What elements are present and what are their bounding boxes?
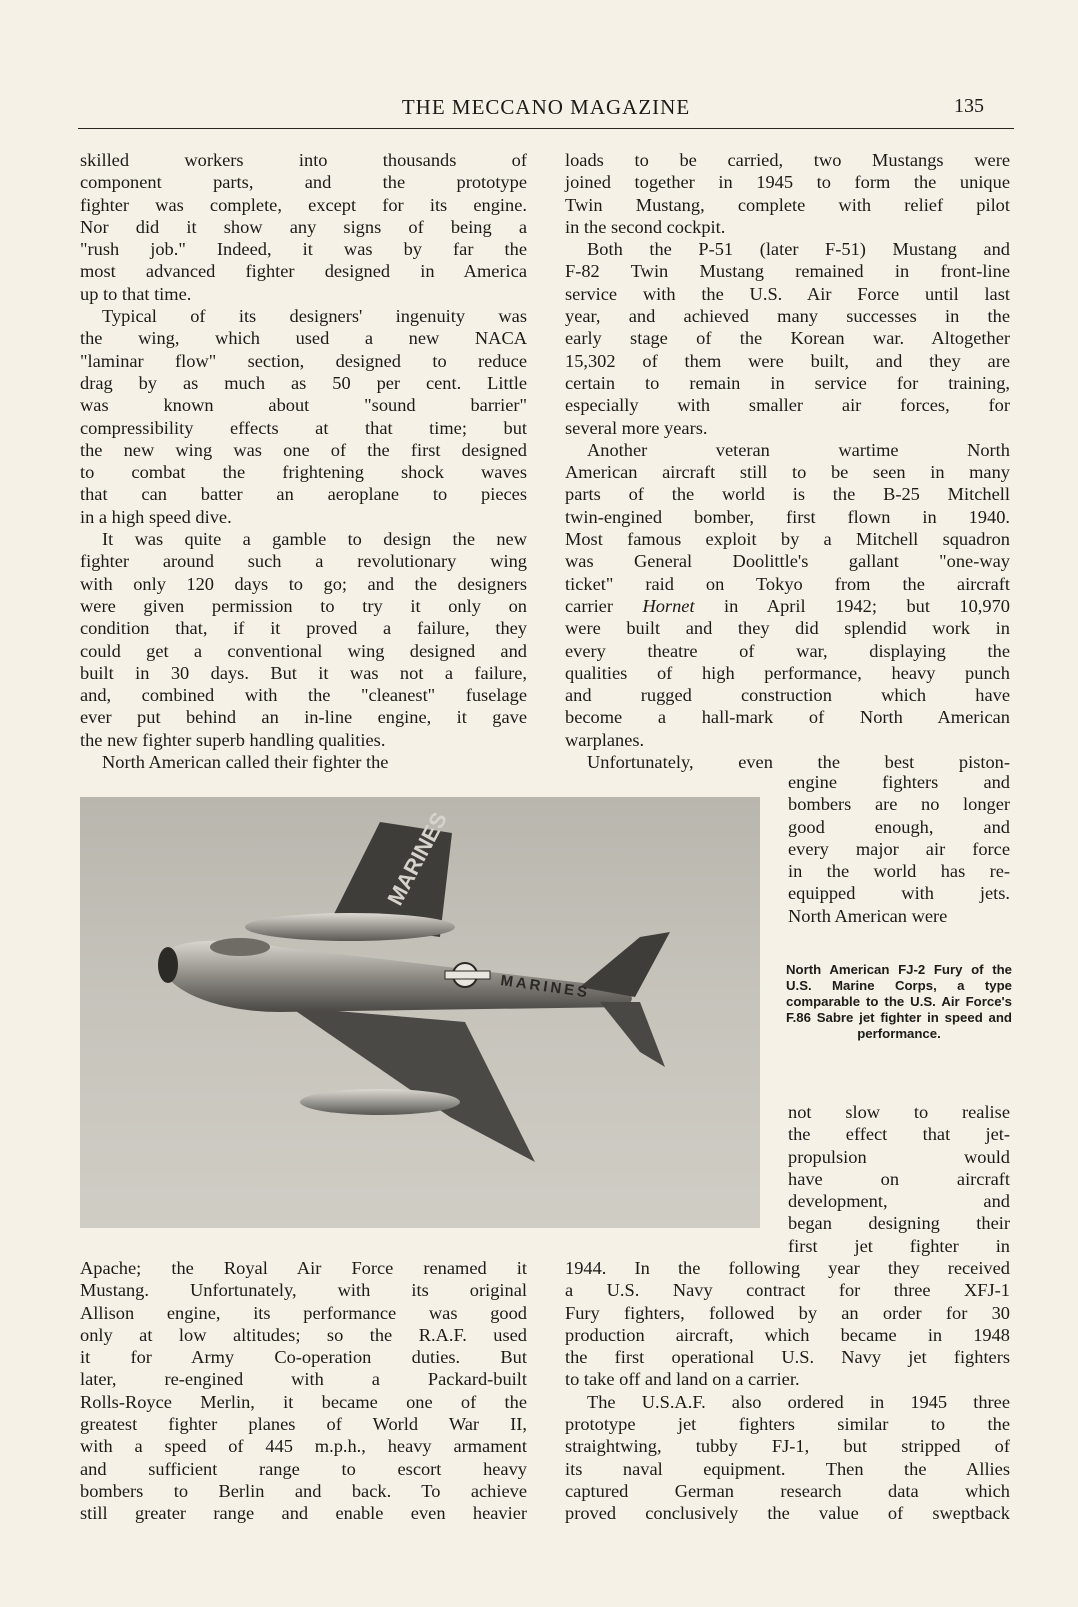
left-column-bottom: Apache; the Royal Air Force renamed it Mustang. Unfortunately, with its original Allison engine, its performance was good only at low altitudes; so the R.A.F. used it for Army Co-operation duties. But later, re-engined with a Packard-built Rolls-Royce Merlin, it became one of the greatest fighter planes of World War II, with a speed of 445 m.p.h., heavy armament and sufficient range to escort heavy bombers to Berlin and back. To achieve still greater range and enable even heavier <box>80 1258 527 1524</box>
lower-drop-tank <box>300 1089 460 1115</box>
tail-fin-upper <box>580 932 670 997</box>
paragraph: Unfortunately, even the best piston- <box>587 752 1010 773</box>
ship-name: Hornet <box>642 595 695 616</box>
air-intake <box>158 947 178 983</box>
paragraph: 1944. In the following year they received a U.S. Navy contract for three XFJ-1 Fury fighters, followed by an order for 30 production aircraft, which became in 1948 the first operational U.S. Navy jet fighters to take off and land on a carrier. <box>565 1258 1010 1390</box>
paragraph: North American called their fighter the <box>102 752 389 773</box>
paragraph: The U.S.A.F. also ordered in 1945 three prototype jet fighters similar to the straightwing, tubby FJ-1, but stripped of its naval equipment. Then the Allies captured German research data which proved conclusively the value of sweptback <box>565 1391 1010 1524</box>
lower-wing <box>290 1007 535 1162</box>
jet-fighter-illustration <box>80 797 760 1228</box>
tail-fin-lower <box>600 1002 665 1067</box>
wing-marking: MARINES <box>382 808 453 910</box>
paragraph: loads to be carried, two Mustangs were joined together in 1945 to form the unique Twin Mustang, complete with relief pilot in the second cockpit. <box>565 150 1010 237</box>
upper-drop-tank <box>245 913 455 941</box>
paragraph: It was quite a gamble to design the new fighter around such a revolutionary wing with only 120 days to go; and the designers were given permission to try it only on condition that, if it proved a failure, they could get a conventional wing designed and built in 30 days. But it was not a failure, and, combined with the "cleanest" fuselage ever put behind an in-line engine, it gave the new fighter superb handling qualities. <box>80 529 527 750</box>
photo-caption: North American FJ-2 Fury of the U.S. Marine Corps, a type comparable to the U.S. Air Force's F.86 Sabre jet fighter in speed and performance. <box>786 962 1012 1041</box>
page-header <box>78 92 1014 129</box>
fuselage-marking: MARINES <box>499 972 592 1002</box>
jet-fighter-photo <box>80 797 760 1228</box>
left-column-top <box>80 149 527 773</box>
right-column-bottom <box>565 1257 1010 1525</box>
paragraph: Both the P-51 (later F-51) Mustang and F-82 Twin Mustang remained in front-line service with the U.S. Air Force until last year, and achieved many successes in the early stage of the Korean war. Altogether 15,302 of them were built, and they are certain to remain in service for training, especially with smaller air forces, for several more years. <box>565 239 1010 438</box>
right-narrow-column-upper: engine fighters and bombers are no longer good enough, and every major air force in the world has re- equipped with jets. North American were <box>788 772 1010 926</box>
paragraph: Typical of its designers' ingenuity was the wing, which used a new NACA "laminar flow" section, designed to reduce drag by as much as 50 per cent. Little was known about "sound barrier" compressibility effects at that time; but the new wing was one of the first designed to combat the frightening shock waves that can batter an aeroplane to pieces in a high speed dive. <box>80 306 527 527</box>
paragraph: skilled workers into thousands of component parts, and the prototype fighter was complete, except for its engine. Nor did it show any signs of being a "rush job." Indeed, it was by far the most advanced fighter designed in America up to that time. <box>80 150 527 304</box>
page-number: 135 <box>954 95 984 117</box>
right-column-top <box>565 149 1010 773</box>
magazine-title: THE MECCANO MAGAZINE <box>401 95 691 119</box>
right-narrow-column-lower: not slow to realise the effect that jet- propulsion would have on aircraft development, and began designing their first jet fighter in <box>788 1102 1010 1256</box>
paragraph: Another veteran wartime North American aircraft still to be seen in many parts of the world is the B-25 Mitchell twin-engined bomber, first flown in 1940. Most famous exploit by a Mitchell squadron was General Doolittle's gallant "one-way ticket" raid on Tokyo from the aircraft carrier Hornet in April 1942; but 10,970 were built and they did splendid work in every theatre of war, displaying the qualities of high performance, heavy punch and rugged construction which have become a hall-mark of North American warplanes. <box>565 439 1010 750</box>
cockpit-canopy <box>210 938 270 956</box>
